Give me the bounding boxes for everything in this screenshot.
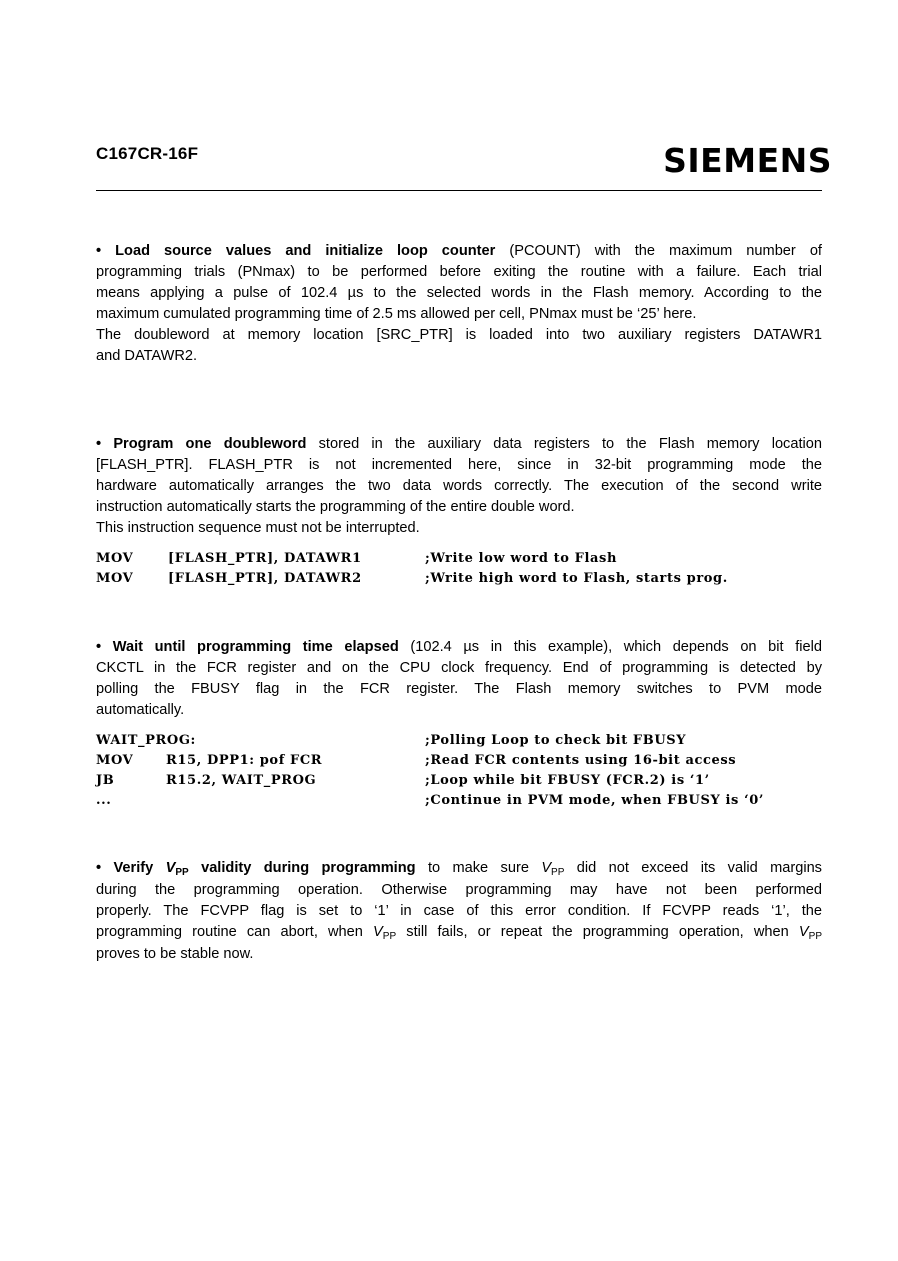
code-op: MOV: [96, 753, 134, 768]
code-args: R15, DPP1: pof FCR: [166, 753, 323, 768]
paragraph-line: [96, 637, 822, 658]
code-op: WAIT_PROG:: [96, 733, 196, 748]
code-line: [96, 771, 856, 791]
text-run: to make sure: [415, 860, 542, 876]
section-lead: [96, 860, 416, 876]
code-block-wait: [96, 731, 856, 811]
paragraph-line: [96, 858, 822, 880]
text-run: (PCOUNT) with the maximum number of: [495, 243, 822, 259]
paragraph-line: hardware automatically arranges the two data words correctly. The execution of the second write: [96, 478, 822, 494]
text-run: • Verify: [96, 860, 166, 876]
text-run: (102.4 µs in this example), which depends on bit field: [398, 639, 822, 655]
subscript: PP: [808, 931, 822, 942]
code-op: MOV: [96, 571, 134, 586]
subscript: PP: [175, 867, 189, 878]
text-run: V: [373, 924, 383, 940]
paragraph-line: [96, 922, 822, 944]
paragraph-line: This instruction sequence must not be interrupted.: [96, 520, 420, 536]
code-comment: ;Write low word to Flash: [425, 551, 618, 566]
text-run: V: [798, 924, 809, 940]
subscript: PP: [382, 931, 397, 942]
code-block-program: [96, 549, 856, 589]
paragraph-line: polling the FBUSY flag in the FCR register. The Flash memory switches to PVM mode: [96, 681, 822, 697]
code-op: ...: [96, 793, 112, 808]
header-divider: [96, 190, 822, 191]
siemens-logo: SIEMENS: [663, 141, 832, 180]
text-run: stored in the auxiliary data registers to the Flash memory location: [306, 436, 822, 452]
text-run: did not exceed its valid margins: [564, 860, 822, 876]
text-run: still fails, or repeat the programming operation, when: [396, 924, 799, 940]
paragraph-line: automatically.: [96, 702, 185, 718]
section-lead: • Wait until programming time elapsed: [96, 639, 399, 655]
paragraph-line: programming trials (PNmax) to be performed before exiting the routine with a failure. Each trial: [96, 264, 822, 280]
text-run: validity during programming: [188, 860, 416, 876]
paragraph-line: during the programming operation. Otherwise programming may have not been performed: [96, 882, 822, 898]
section-wait-programming: [96, 637, 822, 721]
code-comment: ;Polling Loop to check bit FBUSY: [425, 733, 687, 748]
document-title: C167CR-16F: [96, 144, 199, 163]
code-comment: ;Read FCR contents using 16-bit access: [425, 753, 737, 768]
paragraph-line: and DATAWR2.: [96, 348, 198, 364]
paragraph-line: maximum cumulated programming time of 2.5 ms allowed per cell, PNmax must be ‘25’ here.: [96, 306, 697, 322]
code-args: [FLASH_PTR], DATAWR2: [168, 571, 362, 586]
paragraph-line: [96, 241, 822, 262]
code-args: [FLASH_PTR], DATAWR1: [168, 551, 362, 566]
section-verify-vpp: [96, 858, 822, 965]
code-comment: ;Write high word to Flash, starts prog.: [425, 571, 728, 586]
paragraph-line: instruction automatically starts the programming of the entire double word.: [96, 499, 575, 515]
code-line: [96, 731, 856, 751]
text-run: V: [165, 860, 176, 876]
paragraph-line: CKCTL in the FCR register and on the CPU clock frequency. End of programming is detected by: [96, 660, 822, 676]
code-comment: ;Continue in PVM mode, when FBUSY is ‘0’: [425, 793, 764, 808]
code-line: [96, 751, 856, 771]
paragraph-line: The doubleword at memory location [SRC_PTR] is loaded into two auxiliary registers DATAWR1: [96, 327, 822, 343]
code-line: [96, 549, 856, 569]
section-program-doubleword: [96, 434, 822, 539]
code-op: JB: [96, 773, 115, 788]
code-op: MOV: [96, 551, 134, 566]
section-lead: • Load source values and initialize loop counter: [96, 243, 496, 259]
code-line: [96, 791, 856, 811]
paragraph-line: [96, 434, 822, 455]
code-args: R15.2, WAIT_PROG: [166, 773, 317, 788]
text-run: V: [541, 860, 552, 876]
paragraph-line: proves to be stable now.: [96, 946, 254, 962]
text-run: programming routine can abort, when: [96, 924, 374, 940]
paragraph-line: properly. The FCVPP flag is set to ‘1’ in case of this error condition. If FCVPP reads ‘1’, the: [96, 903, 822, 919]
code-comment: ;Loop while bit FBUSY (FCR.2) is ‘1’: [425, 773, 710, 788]
section-load-source: [96, 241, 822, 367]
section-lead: • Program one doubleword: [96, 436, 307, 452]
code-line: [96, 569, 856, 589]
subscript: PP: [551, 867, 565, 878]
paragraph-line: means applying a pulse of 102.4 µs to the selected words in the Flash memory. According to the: [96, 285, 822, 301]
paragraph-line: [FLASH_PTR]. FLASH_PTR is not incremented here, since in 32-bit programming mode the: [96, 457, 822, 473]
